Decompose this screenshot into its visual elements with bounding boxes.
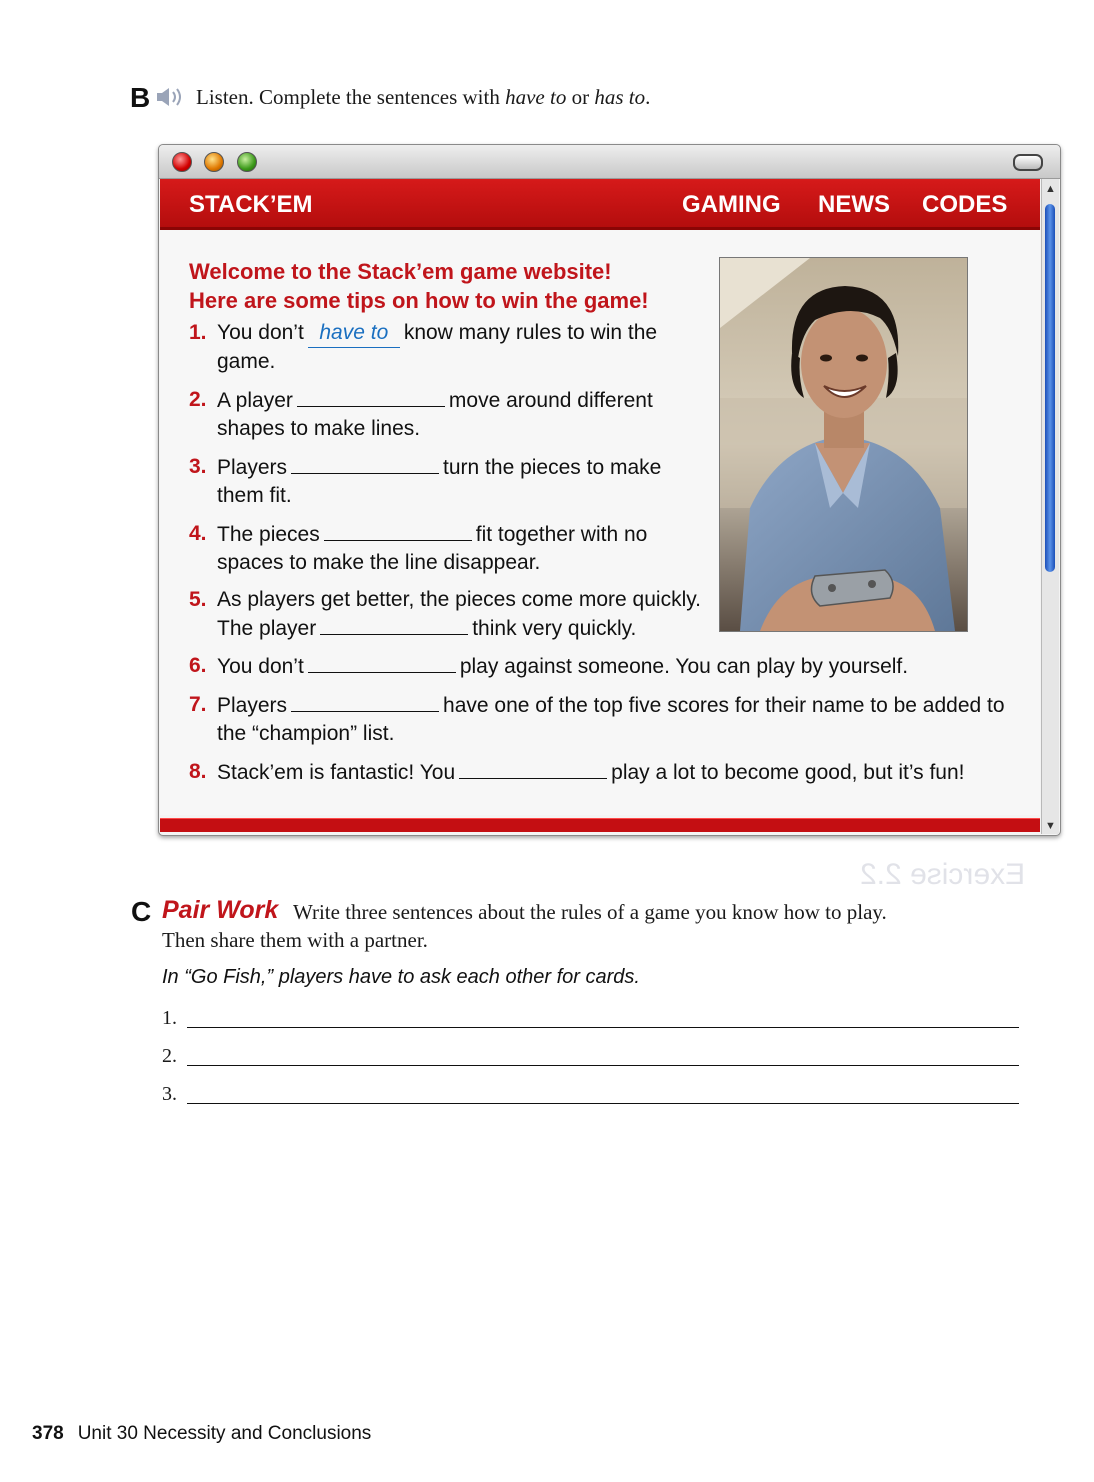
welcome-heading: Welcome to the Stack’em game website! Here are some tips on how to win the game! xyxy=(189,259,649,313)
answer-blank-8[interactable] xyxy=(459,758,607,779)
tip-item-8: 8. Stack’em is fantastic! You play a lot to become good, but it’s fun! xyxy=(189,760,965,784)
website-browser-window xyxy=(158,144,1061,836)
person-with-game-controller-photo xyxy=(719,257,968,632)
section-b-letter: B xyxy=(130,82,151,113)
tip-item-5: 5. As players get better, the pieces come more quickly. The player think very quickly. xyxy=(189,588,702,640)
answer-line-number-2: 2. xyxy=(162,1045,177,1067)
page-footer xyxy=(32,1423,371,1445)
pair-work-title: Pair Work xyxy=(162,896,279,924)
answer-blank-2[interactable] xyxy=(297,386,445,407)
page-number: 378 xyxy=(32,1423,64,1444)
site-brand-logo[interactable]: STACK’EM xyxy=(189,191,313,218)
answer-blank-1[interactable]: have to xyxy=(308,319,400,348)
unit-title: Unit 30 Necessity and Conclusions xyxy=(77,1423,372,1444)
nav-link-gaming[interactable]: GAMING xyxy=(682,191,781,218)
answer-blank-4[interactable] xyxy=(324,520,472,541)
scroll-down-arrow-icon[interactable]: ▼ xyxy=(1045,820,1056,832)
minimize-window-button[interactable] xyxy=(204,152,224,172)
example-sentence: In “Go Fish,” players have to ask each other for cards. xyxy=(162,966,640,988)
section-c-letter: C xyxy=(131,896,152,927)
answer-blank-7[interactable] xyxy=(291,691,439,712)
answer-writing-line-3[interactable] xyxy=(187,1103,1019,1104)
close-window-button[interactable] xyxy=(172,152,192,172)
scrollbar-thumb[interactable] xyxy=(1045,204,1055,572)
answer-line-number-1: 1. xyxy=(162,1007,177,1029)
tip-item-6: 6. You don’t play against someone. You can play by yourself. xyxy=(189,654,909,678)
nav-link-codes[interactable]: CODES xyxy=(922,191,1008,218)
tip-item-7: 7. Players have one of the top five scores for their name to be added to the “champion” list. xyxy=(189,693,1005,745)
section-b-instruction: Listen. Complete the sentences with have to or has to. xyxy=(196,85,651,109)
section-c-instruction: Write three sentences about the rules of a game you know how to play. xyxy=(293,900,887,924)
tip-item-1: 1. You don’t have to know many rules to win the game. xyxy=(189,321,658,373)
answer-line-number-3: 3. xyxy=(162,1083,177,1105)
answer-writing-line-2[interactable] xyxy=(187,1065,1019,1066)
toolbar-toggle-button[interactable] xyxy=(1013,154,1043,171)
scroll-up-arrow-icon[interactable]: ▲ xyxy=(1045,183,1056,195)
tip-item-3: 3. Players turn the pieces to make them fit. xyxy=(189,455,662,507)
section-c-instruction-line2: Then share them with a partner. xyxy=(162,928,428,952)
answer-writing-line-1[interactable] xyxy=(187,1027,1019,1028)
vertical-scrollbar[interactable] xyxy=(1041,179,1059,834)
tip-item-4: 4. The pieces fit together with no spaces to make the line disappear. xyxy=(189,522,648,574)
window-titlebar xyxy=(159,145,1060,179)
nav-link-news[interactable]: NEWS xyxy=(818,191,890,218)
bleed-through-text: Exercise 2.2 xyxy=(860,858,1026,891)
answer-blank-3[interactable] xyxy=(291,453,439,474)
site-footer-bar xyxy=(160,818,1040,832)
answer-blank-6[interactable] xyxy=(308,652,456,673)
speaker-audio-icon[interactable] xyxy=(156,86,190,108)
website-content xyxy=(160,230,1040,815)
tip-item-2: 2. A player move around different shapes to make lines. xyxy=(189,388,653,440)
answer-blank-5[interactable] xyxy=(320,614,468,635)
zoom-window-button[interactable] xyxy=(237,152,257,172)
site-navbar xyxy=(160,179,1040,230)
